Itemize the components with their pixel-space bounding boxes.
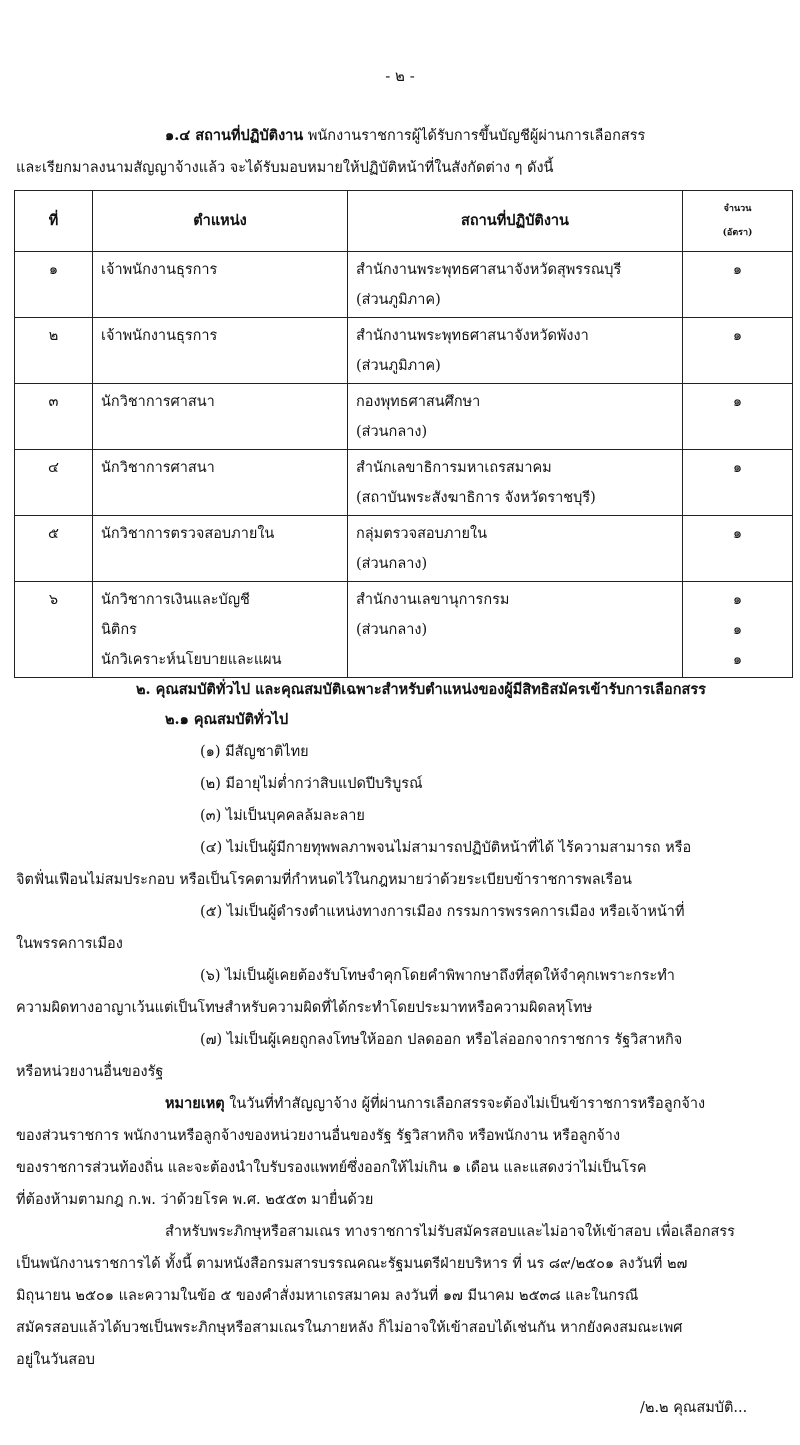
header-no: ที่	[15, 191, 93, 252]
table-row	[15, 516, 793, 582]
row-count: ๑	[683, 252, 793, 318]
row-workplace	[348, 252, 683, 318]
qualification-item-2: (๒) มีอายุไม่ต่ำกว่าสิบแปดปีบริบูรณ์	[200, 776, 423, 792]
row-no: ๒	[15, 318, 93, 384]
section-1-4-intro: พนักงานราชการผู้ได้รับการขึ้นบัญชีผู้ผ่านการเลือกสรร	[307, 128, 646, 144]
qualification-item-4-line1: (๔) ไม่เป็นผู้มีกายทุพพลภาพจนไม่สามารถปฏิบัติหน้าที่ได้ ไร้ความสามารถ หรือ	[200, 840, 692, 856]
monks-line5: อยู่ในวันสอบ	[16, 1352, 96, 1368]
note-text: ในวันที่ทำสัญญาจ้าง ผู้ที่ผ่านการเลือกสรรจะต้องไม่เป็นข้าราชการหรือลูกจ้าง	[229, 1096, 706, 1112]
page-number: - ๒ -	[385, 67, 415, 85]
header-position: ตำแหน่ง	[93, 191, 348, 252]
workplace-sub: (สถาบันพระสังฆาธิการ จังหวัดราชบุรี)	[356, 490, 596, 506]
qualification-item-7-line2: หรือหน่วยงานอื่นของรัฐ	[16, 1064, 164, 1080]
header-count-line1: จำนวน	[723, 204, 752, 214]
monks-line1: สำหรับพระภิกษุหรือสามเณร ทางราชการไม่รับสมัครสอบและไม่อาจให้เข้าสอบ เพื่อเลือกสรร	[165, 1224, 735, 1240]
qualification-item-6-line2: ความผิดทางอาญาเว้นแต่เป็นโทษสำหรับความผิดที่ได้กระทำโดยประมาทหรือความผิดลหุโทษ	[16, 1000, 593, 1016]
workplace-sub: (ส่วนภูมิภาค)	[356, 292, 441, 308]
row-no: ๑	[15, 252, 93, 318]
monks-line3: มิถุนายน ๒๕๐๑ และความในข้อ ๕ ของคำสั่งมหาเถรสมาคม ลงวันที่ ๑๗ มีนาคม ๒๕๓๘ และในกรณี	[16, 1288, 639, 1304]
row-position: นักวิชาการศาสนา	[93, 450, 348, 516]
workplace-name: สำนักงานพระพุทธศาสนาจังหวัดสุพรรณบุรี	[356, 262, 622, 278]
row-position	[93, 582, 348, 678]
qualification-item-5-line1: (๕) ไม่เป็นผู้ดำรงตำแหน่งทางการเมือง กรรมการพรรคการเมือง หรือเจ้าหน้าที่	[200, 904, 685, 920]
qualification-item-3: (๓) ไม่เป็นบุคคลล้มละลาย	[200, 808, 365, 824]
position-name: นิติกร	[101, 622, 137, 638]
header-count	[683, 191, 793, 252]
continuation-note: /๒.๒ คุณสมบัติ...	[640, 1400, 748, 1416]
note-label: หมายเหตุ	[165, 1095, 225, 1112]
row-no: ๖	[15, 582, 93, 678]
row-count	[683, 582, 793, 678]
row-count: ๑	[683, 384, 793, 450]
monks-line4: สมัครสอบแล้วได้บวชเป็นพระภิกษุหรือสามเณรในภายหลัง ก็ไม่อาจให้เข้าสอบได้เช่นกัน หากยังคงสมณะเพศ	[16, 1320, 683, 1336]
row-workplace	[348, 384, 683, 450]
count-value: ๑	[732, 622, 743, 638]
row-count: ๑	[683, 450, 793, 516]
count-value: ๑	[732, 592, 743, 608]
count-value: ๑	[732, 652, 743, 668]
workplace-sub: (ส่วนกลาง)	[356, 622, 428, 638]
workplace-sub: (ส่วนกลาง)	[356, 556, 428, 572]
note-line1	[165, 1094, 705, 1114]
qualification-item-4-line2: จิตฟั่นเฟือนไม่สมประกอบ หรือเป็นโรคตามที่กำหนดไว้ในกฎหมายว่าด้วยระเบียบข้าราชการพลเรือน	[16, 872, 632, 888]
workplace-name: สำนักเลขาธิการมหาเถรสมาคม	[356, 460, 552, 476]
workplace-name: สำนักงานเลขานุการกรม	[356, 592, 510, 608]
table-row	[15, 252, 793, 318]
header-workplace: สถานที่ปฏิบัติงาน	[348, 191, 683, 252]
section-1-4-line2: และเรียกมาลงนามสัญญาจ้างแล้ว จะได้รับมอบหมายให้ปฏิบัติหน้าที่ในสังกัดต่าง ๆ ดังนี้	[16, 160, 554, 176]
row-count: ๑	[683, 516, 793, 582]
row-workplace	[348, 318, 683, 384]
table-header-row	[15, 191, 793, 252]
row-count: ๑	[683, 318, 793, 384]
section-2-1-heading: ๒.๑ คุณสมบัติทั่วไป	[165, 711, 289, 728]
table-row	[15, 384, 793, 450]
row-position: นักวิชาการศาสนา	[93, 384, 348, 450]
section-2-heading: ๒. คุณสมบัติทั่วไป และคุณสมบัติเฉพาะสำหรับตำแหน่งของผู้มีสิทธิสมัครเข้ารับการเลือกสรร	[136, 681, 706, 698]
row-workplace	[348, 582, 683, 678]
row-position: นักวิชาการตรวจสอบภายใน	[93, 516, 348, 582]
note-line3: ของราชการส่วนท้องถิ่น และจะต้องนำใบรับรองแพทย์ซึ่งออกให้ไม่เกิน ๑ เดือน และแสดงว่าไม่เป็นโรค	[16, 1160, 647, 1176]
note-line2: ของส่วนราชการ พนักงานหรือลูกจ้างของหน่วยงานอื่นของรัฐ รัฐวิสาหกิจ หรือพนักงาน หรือลูกจ้าง	[16, 1128, 621, 1144]
section-1-4-heading: ๑.๔ สถานที่ปฏิบัติงาน	[165, 127, 304, 144]
row-no: ๓	[15, 384, 93, 450]
note-line4: ที่ต้องห้ามตามกฎ ก.พ. ว่าด้วยโรค พ.ศ. ๒๕๕๓ มายื่นด้วย	[16, 1192, 374, 1208]
workplace-name: กองพุทธศาสนศึกษา	[356, 394, 481, 410]
workplace-name: กลุ่มตรวจสอบภายใน	[356, 526, 488, 542]
workplace-sub: (ส่วนภูมิภาค)	[356, 358, 441, 374]
table-row	[15, 318, 793, 384]
row-no: ๕	[15, 516, 93, 582]
qualification-item-5-line2: ในพรรคการเมือง	[16, 936, 123, 952]
workplace-sub: (ส่วนกลาง)	[356, 424, 428, 440]
section-1-4-line1	[165, 126, 645, 146]
position-name: นักวิเคราะห์นโยบายและแผน	[101, 652, 282, 668]
workplace-name: สำนักงานพระพุทธศาสนาจังหวัดพังงา	[356, 328, 589, 344]
table-row	[15, 450, 793, 516]
row-no: ๔	[15, 450, 93, 516]
row-position: เจ้าพนักงานธุรการ	[93, 252, 348, 318]
row-workplace	[348, 450, 683, 516]
position-name: นักวิชาการเงินและบัญชี	[101, 592, 250, 608]
row-workplace	[348, 516, 683, 582]
table-row	[15, 582, 793, 678]
qualification-item-1: (๑) มีสัญชาติไทย	[200, 744, 309, 760]
header-count-line2: (อัตรา)	[722, 228, 753, 238]
monks-line2: เป็นพนักงานราชการได้ ทั้งนี้ ตามหนังสือกรมสารบรรณคณะรัฐมนตรีฝ่ายบริหาร ที่ นร ๘๙/๒๕๐๑ ลงวันที่ ๒๗	[16, 1256, 688, 1272]
qualification-item-7-line1: (๗) ไม่เป็นผู้เคยถูกลงโทษให้ออก ปลดออก หรือไล่ออกจากราชการ รัฐวิสาหกิจ	[200, 1032, 683, 1048]
positions-table	[14, 190, 793, 678]
qualification-item-6-line1: (๖) ไม่เป็นผู้เคยต้องรับโทษจำคุกโดยคำพิพากษาถึงที่สุดให้จำคุกเพราะกระทำ	[200, 968, 675, 984]
row-position: เจ้าพนักงานธุรการ	[93, 318, 348, 384]
